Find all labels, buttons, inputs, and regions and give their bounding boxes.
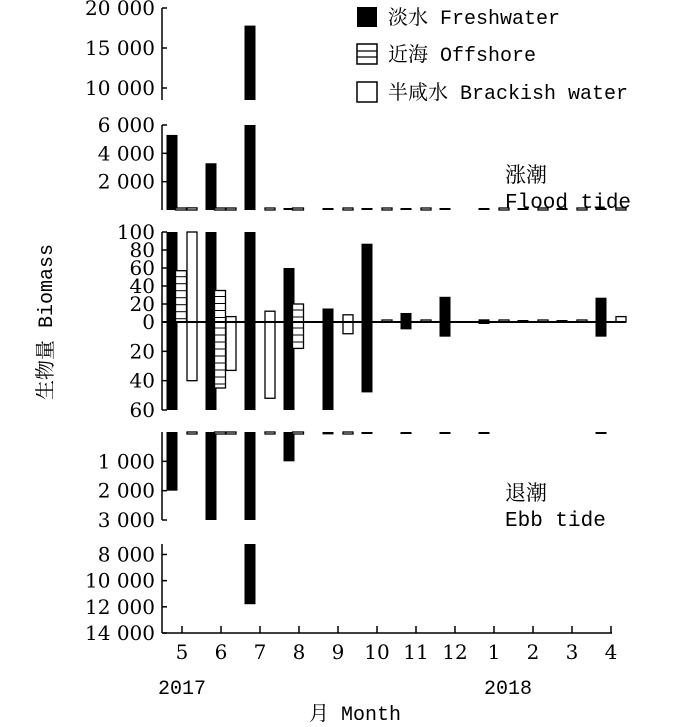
x-tick-label-3: 3 xyxy=(565,640,579,664)
bar-freshwater-ebb-4-part0 xyxy=(596,322,607,337)
y-tick-label-ebb-low-40: 40 xyxy=(129,368,155,393)
ebb-tide-label-zh: 退潮 xyxy=(505,481,547,505)
y-tick-label-ebb-mid-1000: 1 000 xyxy=(97,449,155,474)
x-axis-label: 月 Month xyxy=(308,704,402,727)
bar-freshwater-flood-4-part1 xyxy=(596,298,607,322)
bar-freshwater-ebb-11-part0 xyxy=(401,322,412,329)
bar-offshore-flood-8-part0 xyxy=(293,208,304,210)
bar-freshwater-ebb-5-part0 xyxy=(167,322,178,410)
y-tick-label-ebb-high-8000: 8 000 xyxy=(97,542,155,567)
legend-swatch-offshore xyxy=(357,44,377,64)
bar-offshore-flood-6-part0 xyxy=(215,208,226,210)
bar-freshwater-flood-7-part0 xyxy=(245,26,256,100)
bar-freshwater-ebb-12-part1 xyxy=(440,432,451,434)
bar-brackish-flood-6-part0 xyxy=(226,208,236,210)
flood-tide-label-en: Flood tide xyxy=(505,192,632,215)
x-tick-label-7: 7 xyxy=(253,640,267,664)
y-tick-label-flood-mid-4000: 4 000 xyxy=(97,141,155,166)
bar-freshwater-ebb-7-part1 xyxy=(245,432,256,520)
legend xyxy=(357,6,628,106)
y-tick-label-ebb-high-14000: 14 000 xyxy=(85,621,155,645)
x-tick-label-8: 8 xyxy=(292,640,306,664)
y-tick-label-flood-mid-6000: 6 000 xyxy=(97,113,155,137)
bar-freshwater-ebb-10-part1 xyxy=(362,432,373,434)
x-tick-label-2: 2 xyxy=(526,640,540,664)
year-label-2018: 2018 xyxy=(483,678,533,701)
legend-label-brackish: 半咸水 Brackish water xyxy=(388,83,629,106)
flood-tide-label-zh: 涨潮 xyxy=(505,163,547,187)
bar-freshwater-flood-7-part1 xyxy=(245,125,256,210)
bar-brackish-ebb-6-part1 xyxy=(226,432,236,434)
legend-label-freshwater: 淡水 Freshwater xyxy=(388,8,561,31)
bar-offshore-flood-8-part1 xyxy=(293,304,304,322)
bar-brackish-ebb-7-part0 xyxy=(265,322,275,398)
bar-brackish-flood-9-part0 xyxy=(343,208,353,210)
bar-offshore-flood-5-part0 xyxy=(176,208,187,210)
x-tick-label-11: 11 xyxy=(403,640,429,664)
bar-brackish-flood-9-part1 xyxy=(343,315,353,322)
bar-freshwater-flood-10-part0 xyxy=(362,208,373,210)
bar-freshwater-ebb-7-part0 xyxy=(245,322,256,410)
y-tick-label-flood-high-15000: 15 000 xyxy=(85,36,155,60)
y-tick-label-flood-high-10000: 10 000 xyxy=(85,76,155,100)
bar-freshwater-ebb-7-part2 xyxy=(245,544,256,604)
bar-offshore-ebb-8-part1 xyxy=(293,432,304,434)
y-tick-label-flood-low-40: 40 xyxy=(129,274,155,298)
y-tick-label-flood-low-80: 80 xyxy=(129,238,155,262)
legend-swatch-freshwater xyxy=(357,7,377,27)
bar-brackish-ebb-9-part0 xyxy=(343,322,353,334)
bar-freshwater-ebb-5-part1 xyxy=(167,432,178,491)
bar-brackish-ebb-6-part0 xyxy=(226,322,236,370)
x-tick-label-5: 5 xyxy=(175,640,189,664)
bar-offshore-ebb-6-part0 xyxy=(215,322,226,388)
bar-brackish-ebb-5-part1 xyxy=(187,432,197,434)
year-label-2017: 2017 xyxy=(157,678,207,701)
bar-freshwater-flood-9-part1 xyxy=(323,309,334,323)
x-tick-label-4: 4 xyxy=(604,640,618,664)
bar-freshwater-ebb-9-part1 xyxy=(323,432,334,434)
y-tick-label-flood-high-20000: 20 000 xyxy=(85,0,155,20)
y-tick-label-ebb-mid-2000: 2 000 xyxy=(97,478,155,503)
bar-freshwater-ebb-9-part0 xyxy=(323,322,334,410)
y-tick-label-ebb-high-12000: 12 000 xyxy=(85,594,155,619)
bar-freshwater-flood-11-part1 xyxy=(401,313,412,322)
bar-brackish-flood-11-part0 xyxy=(421,208,431,210)
bar-brackish-flood-7-part1 xyxy=(265,311,275,322)
bar-freshwater-flood-1-part0 xyxy=(479,208,490,210)
y-tick-label-ebb-high-10000: 10 000 xyxy=(85,568,155,593)
bar-freshwater-flood-5-part0 xyxy=(167,135,178,210)
bar-freshwater-flood-7-part2 xyxy=(245,232,256,322)
bar-brackish-ebb-7-part1 xyxy=(265,432,275,434)
bar-brackish-flood-5-part1 xyxy=(187,232,197,322)
x-tick-label-6: 6 xyxy=(214,640,228,664)
bar-freshwater-ebb-11-part1 xyxy=(401,432,412,434)
bar-freshwater-ebb-12-part0 xyxy=(440,322,451,337)
bar-freshwater-flood-12-part1 xyxy=(440,297,451,322)
bar-freshwater-ebb-8-part1 xyxy=(284,432,295,461)
y-tick-label-flood-low-60: 60 xyxy=(129,256,155,280)
x-tick-label-10: 10 xyxy=(364,640,390,664)
bar-brackish-ebb-9-part1 xyxy=(343,432,353,434)
x-tick-label-12: 12 xyxy=(442,640,468,664)
ebb-tide-label-en: Ebb tide xyxy=(505,510,606,533)
bar-brackish-ebb-5-part0 xyxy=(187,322,197,381)
y-tick-label-ebb-low-20: 20 xyxy=(129,339,155,364)
x-tick-label-1: 1 xyxy=(487,640,501,664)
y-tick-label-ebb-mid-3000: 3 000 xyxy=(97,508,155,532)
bar-freshwater-ebb-1-part1 xyxy=(479,432,490,434)
y-tick-label-ebb-low-60: 60 xyxy=(129,398,155,422)
y-axis-label: 生物量 Biomass xyxy=(36,243,59,401)
bar-offshore-ebb-6-part1 xyxy=(215,432,226,434)
x-tick-label-9: 9 xyxy=(331,640,345,664)
y-tick-label-flood-mid-2000: 2 000 xyxy=(97,169,155,194)
bar-freshwater-flood-6-part0 xyxy=(206,163,217,210)
y-tick-label-flood-low-100: 100 xyxy=(116,220,155,244)
bar-brackish-flood-7-part0 xyxy=(265,208,275,210)
bar-brackish-flood-5-part0 xyxy=(187,208,197,210)
bar-freshwater-ebb-6-part1 xyxy=(206,432,217,520)
bar-freshwater-flood-12-part0 xyxy=(440,208,451,210)
y-tick-label-flood-low-20: 20 xyxy=(129,292,155,316)
legend-label-offshore: 近海 Offshore xyxy=(388,45,537,68)
bar-offshore-flood-5-part1 xyxy=(176,271,187,322)
bar-freshwater-flood-11-part0 xyxy=(401,208,412,210)
bar-freshwater-flood-10-part1 xyxy=(362,244,373,322)
bar-freshwater-flood-9-part0 xyxy=(323,208,334,210)
bar-brackish-flood-10-part0 xyxy=(382,208,392,210)
bar-freshwater-ebb-4-part1 xyxy=(596,432,607,434)
legend-swatch-brackish xyxy=(357,82,377,102)
y-tick-label-flood-low-0: 0 xyxy=(142,310,155,334)
bar-freshwater-ebb-10-part0 xyxy=(362,322,373,392)
